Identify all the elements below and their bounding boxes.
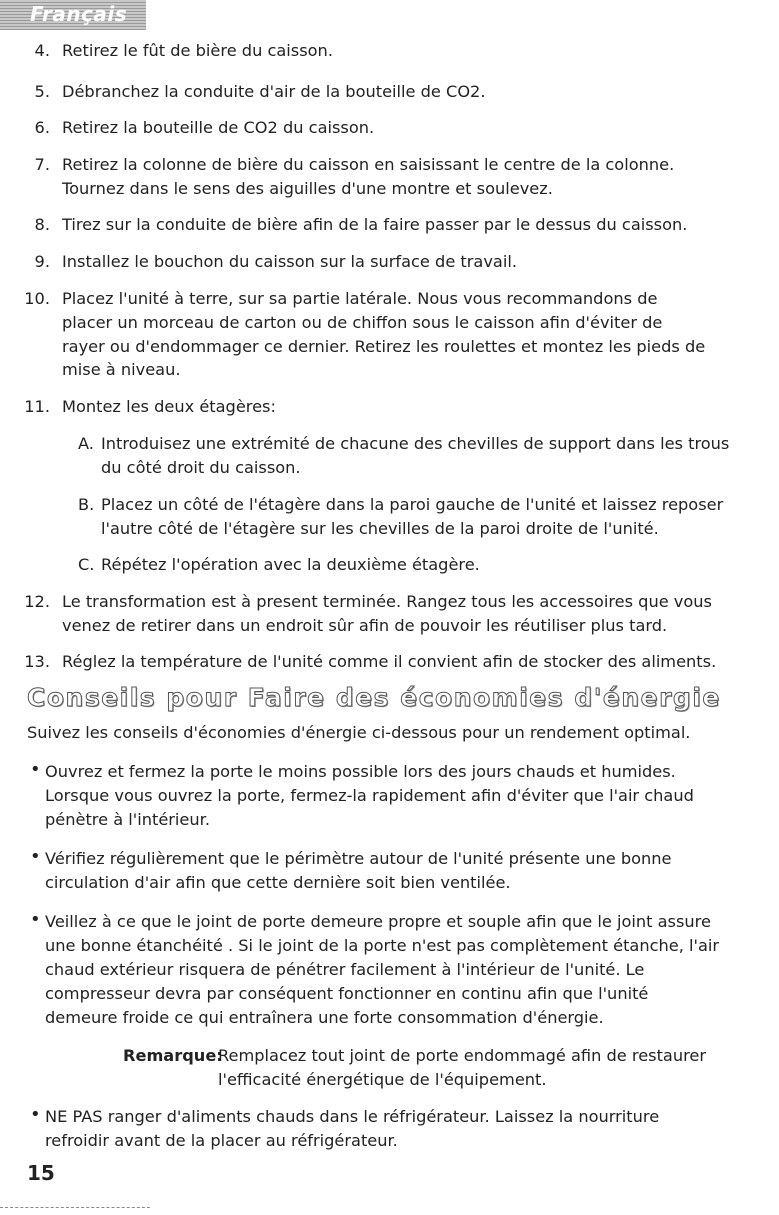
tip-text: pénètre à l'intérieur. <box>45 810 210 829</box>
step-text: Montez les deux étagères: <box>62 397 276 416</box>
bullet-icon: • <box>30 846 41 867</box>
bullet-icon: • <box>30 909 41 930</box>
step-text: Débranchez la conduite d'air de la bouteille de CO2. <box>62 82 486 101</box>
tip-text: une bonne étanchéité . Si le joint de la porte n'est pas complètement étanche, l'air <box>45 936 720 955</box>
step-text: Tournez dans le sens des aiguilles d'une montre et soulevez. <box>62 179 553 198</box>
step-text: Tirez sur la conduite de bière afin de la faire passer par le dessus du caisson. <box>62 215 688 234</box>
language-tab <box>0 0 146 30</box>
step-text: Retirez la bouteille de CO2 du caisson. <box>62 118 375 137</box>
step-text: Installez le bouchon du caisson sur la surface de travail. <box>62 252 517 271</box>
step-number: 7. <box>34 155 50 174</box>
note-label: Remarque: <box>123 1046 223 1065</box>
substep-text: Placez un côté de l'étagère dans la paroi gauche de l'unité et laissez reposer <box>101 495 724 514</box>
step-number: 13. <box>24 652 50 671</box>
tip-text: NE PAS ranger d'aliments chauds dans le réfrigérateur. Laissez la nourriture <box>45 1107 660 1126</box>
step-text: rayer ou d'endommager ce dernier. Retirez les roulettes et montez les pieds de <box>62 337 706 356</box>
section-heading: Conseils pour Faire des économies d'énergie <box>27 683 721 712</box>
tip-text: demeure froide ce qui entraînera une forte consommation d'énergie. <box>45 1008 604 1027</box>
bottom-rule <box>0 1207 150 1208</box>
step-number: 9. <box>34 252 50 271</box>
step-text: Placez l'unité à terre, sur sa partie latérale. Nous vous recommandons de <box>62 289 658 308</box>
tip-text: Lorsque vous ouvrez la porte, fermez-la rapidement afin d'éviter que l'air chaud <box>45 786 694 805</box>
tip-text: Veillez à ce que le joint de porte demeure propre et souple afin que le joint assure <box>45 912 711 931</box>
substep-text: du côté droit du caisson. <box>101 458 301 477</box>
tip-text: refroidir avant de la placer au réfrigérateur. <box>45 1131 398 1150</box>
step-text: Le transformation est à present terminée. Rangez tous les accessoires que vous <box>62 592 712 611</box>
tip-text: Ouvrez et fermez la porte le moins possible lors des jours chauds et humides. <box>45 762 676 781</box>
step-number: 4. <box>34 41 50 60</box>
tip-text: circulation d'air afin que cette dernière soit bien ventilée. <box>45 873 511 892</box>
intro-text: Suivez les conseils d'économies d'énergie ci-dessous pour un rendement optimal. <box>27 723 691 742</box>
tip-text: Vérifiez régulièrement que le périmètre autour de l'unité présente une bonne <box>45 849 672 868</box>
substep-text: l'autre côté de l'étagère sur les chevilles de la paroi droite de l'unité. <box>101 519 659 538</box>
substep-text: Introduisez une extrémité de chacune des chevilles de support dans les trous <box>101 434 730 453</box>
step-text: placer un morceau de carton ou de chiffon sous le caisson afin d'éviter de <box>62 313 663 332</box>
tip-text: compresseur devra par conséquent fonctionner en continu afin que l'unité <box>45 984 649 1003</box>
step-text: Retirez le fût de bière du caisson. <box>62 41 333 60</box>
step-text: venez de retirer dans un endroit sûr afin de pouvoir les réutiliser plus tard. <box>62 616 668 635</box>
step-number: 8. <box>34 215 50 234</box>
bullet-icon: • <box>30 759 41 780</box>
page-number: 15 <box>27 1161 55 1185</box>
note-text: Remplacez tout joint de porte endommagé afin de restaurer <box>218 1046 707 1065</box>
substep-letter: C. <box>78 555 95 574</box>
bullet-icon: • <box>30 1104 41 1125</box>
language-label: Français <box>30 2 128 26</box>
step-number: 10. <box>24 289 50 308</box>
tip-text: chaud extérieur risquera de pénétrer facilement à l'intérieur de l'unité. Le <box>45 960 645 979</box>
substep-letter: B. <box>78 495 95 514</box>
note-text: l'efficacité énergétique de l'équipement. <box>218 1070 547 1089</box>
step-text: Réglez la température de l'unité comme il convient afin de stocker des aliments. <box>62 652 717 671</box>
substep-letter: A. <box>78 434 94 453</box>
step-text: mise à niveau. <box>62 360 181 379</box>
substep-text: Répétez l'opération avec la deuxième étagère. <box>101 555 480 574</box>
step-number: 5. <box>34 82 50 101</box>
step-text: Retirez la colonne de bière du caisson en saisissant le centre de la colonne. <box>62 155 675 174</box>
step-number: 11. <box>24 397 50 416</box>
step-number: 6. <box>34 118 50 137</box>
step-number: 12. <box>24 592 50 611</box>
